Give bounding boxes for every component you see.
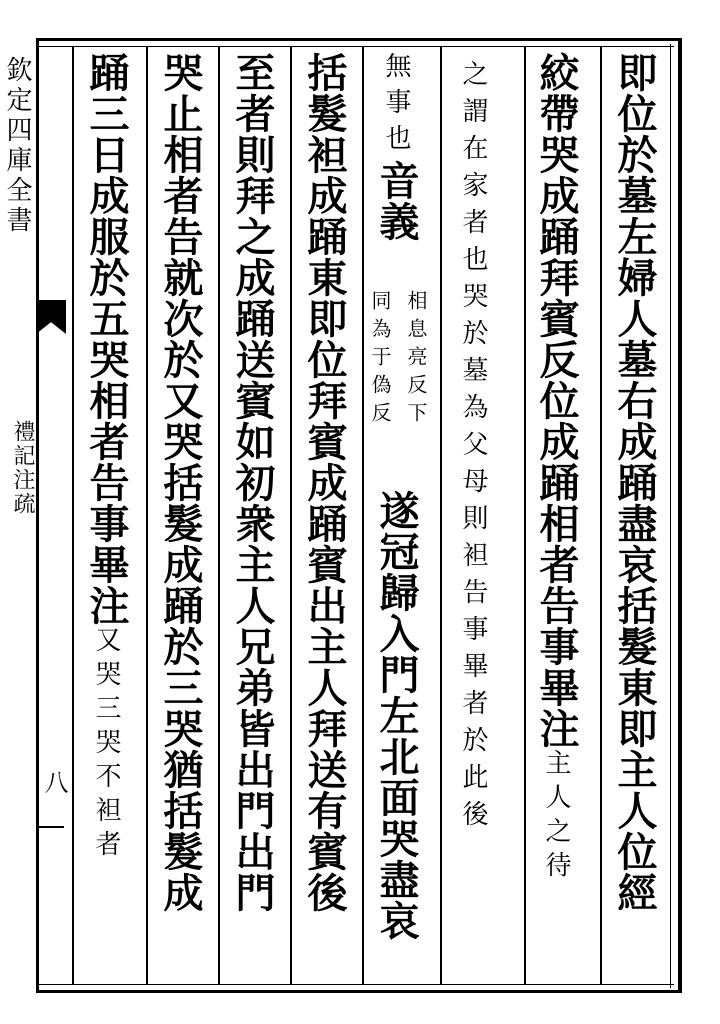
text-column-2 [533, 52, 580, 885]
main-text: 絞帶哭成踊拜賓反位成踊相者告事畢注 [533, 52, 580, 749]
page-tick-mark [38, 826, 64, 828]
text-column-1 [611, 52, 658, 913]
frame-bottom-border [38, 990, 682, 993]
text-column-8 [83, 52, 130, 864]
commentary-text: 又哭三哭不袒者 [91, 626, 121, 864]
text-column-4-continued [373, 490, 420, 941]
pronunciation-note-right [406, 290, 426, 430]
frame-right-border [678, 38, 682, 993]
commentary-text: 主人之待 [541, 749, 571, 885]
main-text: 括髮袒成踊東即位拜賓成踊賓出主人拜送有賓後 [301, 52, 348, 913]
column-rule [524, 46, 526, 984]
text-column-7 [157, 52, 204, 913]
page-number: 八 [40, 770, 68, 794]
frame-top-border [38, 38, 682, 41]
book-title: 禮記注疏 [10, 420, 35, 516]
column-rule [218, 46, 220, 984]
pronunciation-note: 相息亮反下 [404, 290, 428, 430]
column-rule [600, 46, 602, 984]
text-column-4 [373, 52, 420, 242]
main-text: 遂冠歸入門左北面哭盡哀 [373, 490, 420, 941]
main-text: 至者則拜之成踊送賓如初衆主人兄弟皆出門出門 [229, 52, 276, 913]
series-title: 欽定四庫全書 [2, 56, 32, 236]
frame-bottom-inner-border [38, 984, 674, 985]
column-rule [440, 46, 442, 984]
column-rule [290, 46, 292, 984]
pronunciation-note: 同為于偽反 [368, 290, 392, 430]
main-text: 踊三日成服於五哭相者告事畢注 [83, 52, 130, 626]
fishtail-mark [36, 300, 66, 334]
column-rule [362, 46, 364, 984]
commentary-text: 之謂在家者也哭於墓為父母則袒告事畢者於此後 [458, 60, 488, 837]
text-column-3 [460, 60, 486, 837]
pronunciation-heading: 音義 [373, 160, 420, 242]
commentary-text: 無事也 [381, 52, 411, 160]
frame-right-inner-border [670, 44, 671, 988]
frame-top-inner-border [38, 46, 674, 47]
main-text: 即位於墓左婦人墓右成踊盡哀括髮東即主人位經 [611, 52, 658, 913]
text-column-5 [301, 52, 348, 913]
text-column-6 [229, 52, 276, 913]
main-text: 哭止相者告就次於又哭括髮成踊於三哭猶括髮成 [157, 52, 204, 913]
column-rule [72, 46, 74, 984]
pronunciation-note-left [370, 290, 390, 430]
column-rule [146, 46, 148, 984]
